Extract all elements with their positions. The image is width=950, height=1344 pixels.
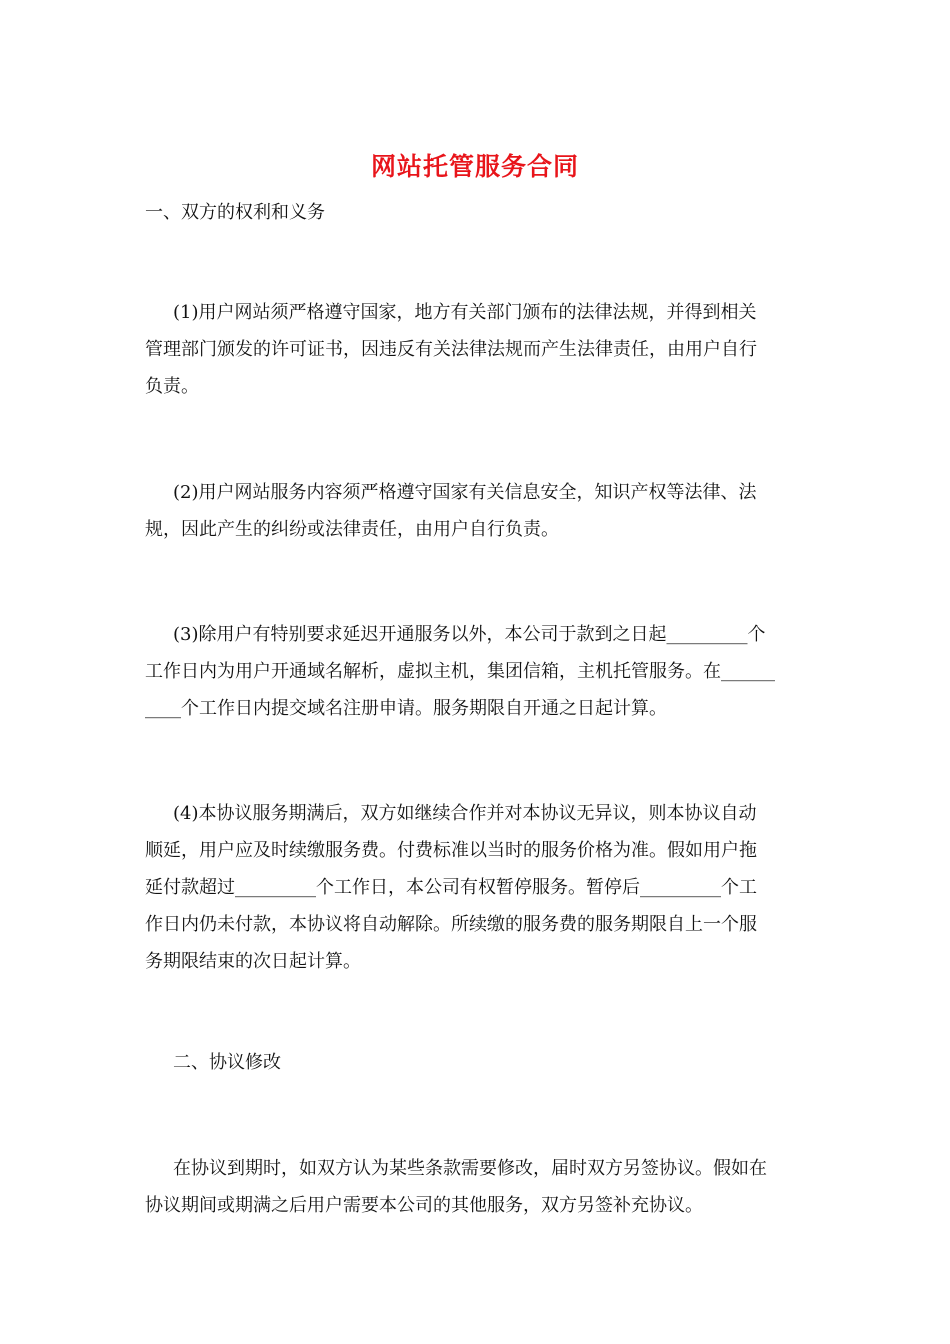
clause-3: [145, 616, 810, 727]
amendment-line: 协议期间或期满之后用户需要本公司的其他服务，双方另签补充协议。: [145, 1195, 703, 1216]
clause-4-line: 延付款超过_________个工作日，本公司有权暂停服务。暂停后_________个工: [145, 877, 757, 898]
clause-2-line: (2)用户网站服务内容须严格遵守国家有关信息安全，知识产权等法律、法: [173, 482, 757, 503]
clause-2-line: 规，因此产生的纠纷或法律责任，由用户自行负责。: [145, 519, 559, 540]
clause-4-line: 务期限结束的次日起计算。: [145, 951, 361, 972]
clause-4-line: 作日内仍未付款，本协议将自动解除。所续缴的服务费的服务期限自上一个服: [145, 914, 757, 935]
clause-3-line: (3)除用户有特别要求延迟开通服务以外，本公司于款到之日起_________个: [173, 624, 766, 645]
clause-4-line: 顺延，用户应及时续缴服务费。付费标准以当时的服务价格为准。假如用户拖: [145, 840, 757, 861]
clause-3-line: 工作日内为用户开通域名解析，虚拟主机，集团信箱，主机托管服务。在______: [145, 661, 775, 682]
clause-1-line: (1)用户网站须严格遵守国家，地方有关部门颁布的法律法规，并得到相关: [173, 302, 757, 323]
section-heading-rights-obligations: 一、双方的权利和义务: [145, 202, 325, 223]
clause-1: [145, 294, 810, 405]
clause-2: [145, 474, 810, 548]
amendment-paragraph: [145, 1150, 810, 1224]
section-heading-amendment: 二、协议修改: [173, 1052, 281, 1073]
clause-1-line: 负责。: [145, 376, 199, 397]
amendment-line: 在协议到期时，如双方认为某些条款需要修改，届时双方另签协议。假如在: [173, 1158, 767, 1179]
document-title: 网站托管服务合同: [370, 152, 579, 181]
clause-3-line: ____个工作日内提交域名注册申请。服务期限自开通之日起计算。: [145, 698, 667, 719]
clause-1-line: 管理部门颁发的许可证书，因违反有关法律法规而产生法律责任，由用户自行: [145, 339, 757, 360]
clause-4: [145, 795, 810, 980]
clause-4-line: (4)本协议服务期满后，双方如继续合作并对本协议无异议，则本协议自动: [173, 803, 757, 824]
